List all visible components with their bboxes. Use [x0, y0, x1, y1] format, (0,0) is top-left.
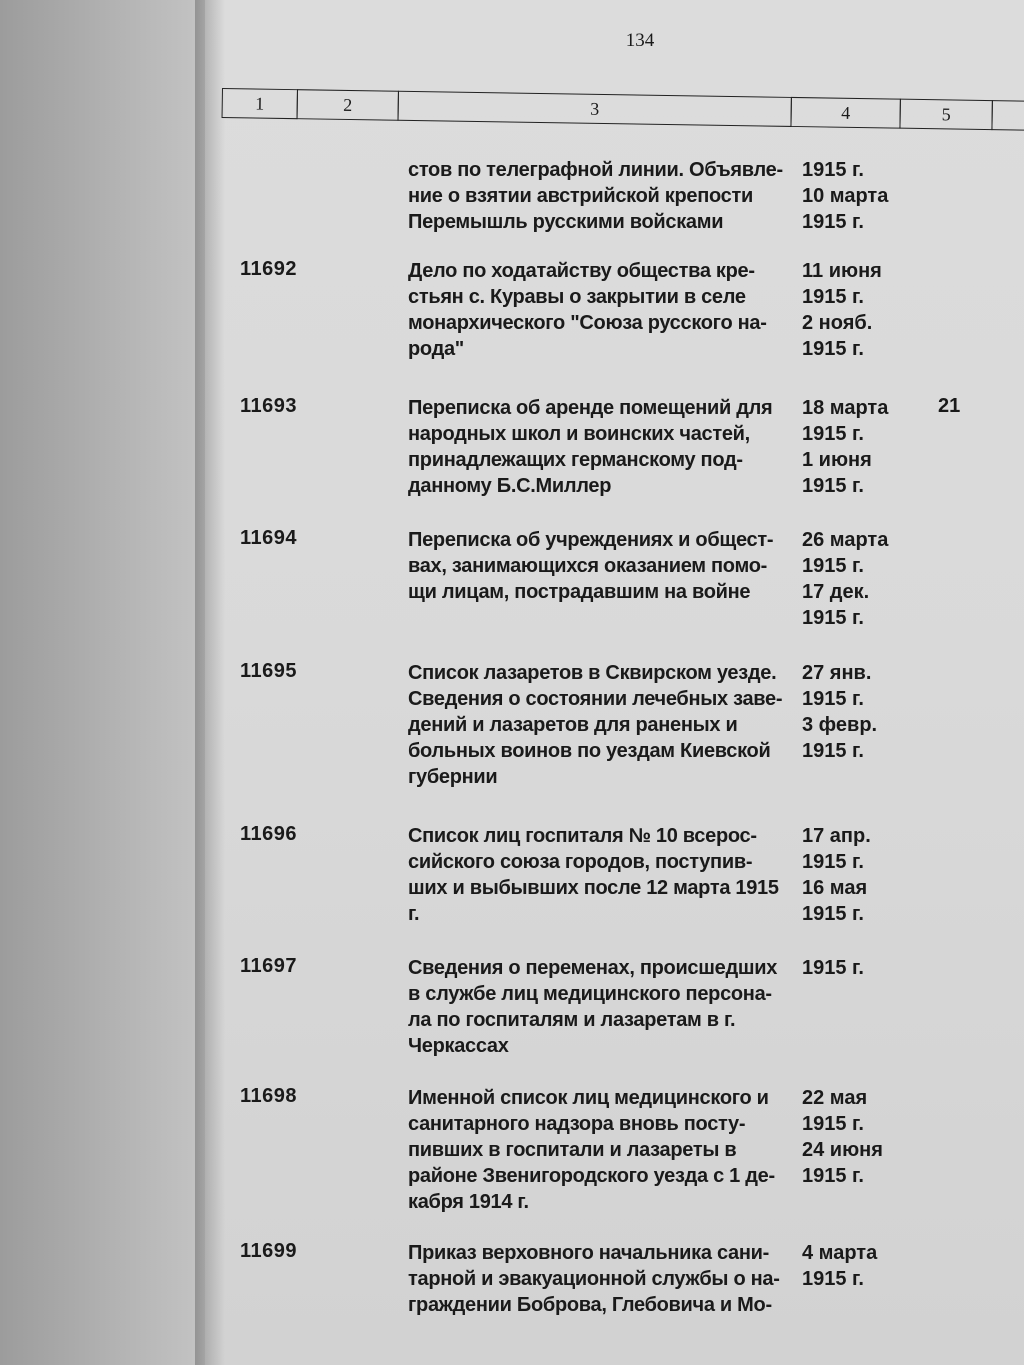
description-line: стьян с. Куравы о закрытии в селе	[408, 286, 746, 308]
description-line: Именной список лиц медицинского и	[408, 1087, 769, 1109]
description-line: Приказ верховного начальника сани-	[408, 1242, 769, 1264]
page-number: 134	[625, 30, 655, 51]
description-line: Черкассах	[408, 1035, 509, 1057]
date-line: 1915 г.	[802, 475, 864, 497]
record-description	[408, 955, 793, 1059]
date-line: 1915 г.	[802, 286, 864, 308]
record-dates	[802, 258, 912, 362]
description-line: народных школ и воинских частей,	[408, 423, 750, 445]
date-line: 4 марта	[802, 1242, 878, 1264]
record-number: 11697	[240, 955, 298, 977]
date-line: 1915 г.	[802, 1113, 864, 1135]
record-dates	[802, 1240, 912, 1292]
sheet-count: 21	[938, 395, 961, 417]
date-line: 1 июня	[802, 449, 872, 471]
description-line: сийского союза городов, поступив-	[408, 851, 753, 873]
description-line: рода"	[408, 338, 464, 360]
column-header-4: 4	[790, 97, 900, 129]
date-line: 26 марта	[802, 529, 889, 551]
record-dates	[802, 955, 912, 981]
date-line: 1915 г.	[802, 851, 864, 873]
description-line: Переписка об учреждениях и общест-	[408, 529, 774, 551]
date-line: 1915 г.	[802, 903, 864, 925]
description-line: принадлежащих германскому под-	[408, 449, 743, 471]
date-line: 10 марта	[802, 185, 889, 207]
record-number: 11696	[240, 823, 298, 845]
date-line: 1915 г.	[802, 1165, 864, 1187]
date-line: 1915 г.	[802, 338, 864, 360]
date-line: 1915 г.	[802, 159, 864, 181]
record-description	[408, 395, 793, 499]
description-line: ла по госпиталям и лазаретам в г.	[408, 1009, 736, 1031]
date-line: 17 дек.	[802, 581, 870, 603]
date-line: 24 июня	[802, 1139, 883, 1161]
record-dates	[802, 395, 912, 499]
record-number: 11692	[240, 258, 298, 280]
description-line: дений и лазаретов для раненых и	[408, 714, 738, 736]
description-line: ших и выбывших после 12 марта 1915	[408, 877, 779, 899]
description-line: ние о взятии австрийской крепости	[408, 185, 753, 207]
date-line: 1915 г.	[802, 555, 864, 577]
date-line: 1915 г.	[802, 211, 864, 233]
description-line: стов по телеграфной линии. Объявле-	[408, 159, 783, 181]
description-line: Сведения о состоянии лечебных заве-	[408, 688, 783, 710]
record-dates	[802, 1085, 912, 1189]
record-description	[408, 1240, 793, 1318]
date-line: 2 нояб.	[802, 312, 873, 334]
record-dates	[802, 660, 912, 764]
record-description	[408, 823, 793, 927]
description-line: данному Б.С.Миллер	[408, 475, 612, 497]
description-line: Дело по ходатайству общества кре-	[408, 260, 755, 282]
description-line: больных воинов по уездам Киевской	[408, 740, 771, 762]
date-line: 22 мая	[802, 1087, 868, 1109]
record-dates	[802, 157, 912, 235]
column-header-2: 2	[297, 89, 399, 121]
description-line: Переписка об аренде помещений для	[408, 397, 773, 419]
description-line: Сведения о переменах, происшедших	[408, 957, 778, 979]
date-line: 3 февр.	[802, 714, 878, 736]
description-line: кабря 1914 г.	[408, 1191, 529, 1213]
record-number: 11695	[240, 660, 298, 682]
record-number: 11698	[240, 1085, 298, 1107]
date-line: 1915 г.	[802, 1268, 864, 1290]
date-line: 1915 г.	[802, 740, 864, 762]
date-line: 16 мая	[802, 877, 868, 899]
description-line: районе Звенигородского уезда с 1 де-	[408, 1165, 775, 1187]
date-line: 1915 г.	[802, 957, 864, 979]
record-description	[408, 1085, 793, 1215]
date-line: 18 марта	[802, 397, 889, 419]
description-line: г.	[408, 903, 420, 925]
record-number: 11693	[240, 395, 298, 417]
record-number: 11699	[240, 1240, 298, 1262]
date-line: 17 апр.	[802, 825, 871, 847]
description-line: санитарного надзора вновь посту-	[408, 1113, 746, 1135]
record-description	[408, 157, 793, 235]
record-number: 11694	[240, 527, 298, 549]
column-header-5: 5	[899, 99, 992, 130]
description-line: вах, занимающихся оказанием помо-	[408, 555, 767, 577]
date-line: 11 июня	[802, 260, 882, 282]
date-line: 1915 г.	[802, 423, 864, 445]
date-line: 1915 г.	[802, 688, 864, 710]
record-dates	[802, 823, 912, 927]
description-line: тарной и эвакуационной службы о на-	[408, 1268, 780, 1290]
description-line: монархического "Союза русского на-	[408, 312, 767, 334]
column-header-3: 3	[398, 91, 792, 127]
description-line: Список лазаретов в Сквирском уезде.	[408, 662, 777, 684]
column-header-1: 1	[222, 88, 298, 119]
date-line: 1915 г.	[802, 607, 864, 629]
description-line: граждении Боброва, Глебовича и Мо-	[408, 1294, 772, 1316]
record-dates	[802, 527, 912, 631]
description-line: щи лицам, пострадавшим на войне	[408, 581, 751, 603]
description-line: в службе лиц медицинского персона-	[408, 983, 772, 1005]
description-line: Список лиц госпиталя № 10 всерос-	[408, 825, 757, 847]
record-description	[408, 258, 793, 362]
description-line: губернии	[408, 766, 498, 788]
description-line: Перемышль русскими войсками	[408, 211, 724, 233]
date-line: 27 янв.	[802, 662, 872, 684]
record-description	[408, 660, 793, 790]
description-line: пивших в госпитали и лазареты в	[408, 1139, 737, 1161]
record-description	[408, 527, 793, 605]
